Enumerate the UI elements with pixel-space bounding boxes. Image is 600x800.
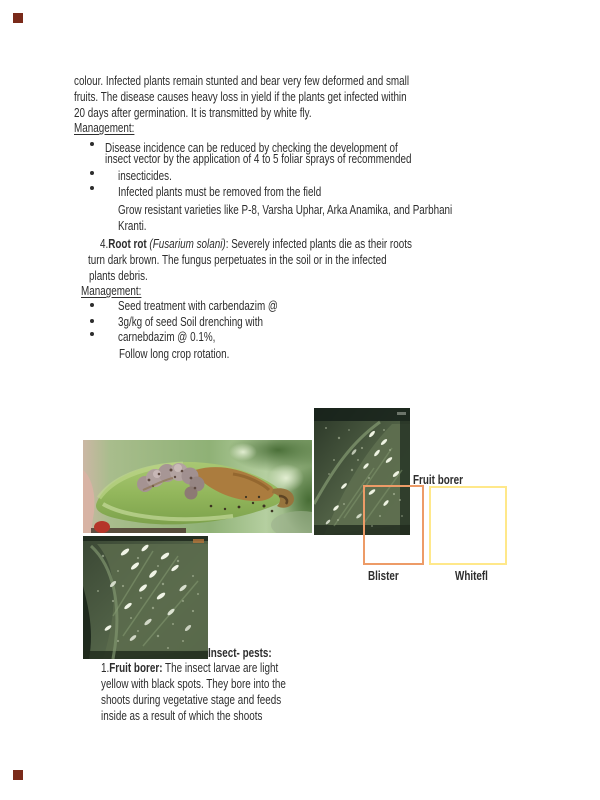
fruit-borer-para-line-3: shoots during vegetative stage and feeds [101,692,282,707]
fruit-borer-number: 1. [101,660,110,675]
management2-item-line: Seed treatment with carbendazim @ [118,298,278,313]
root-rot-latin-name: (Fusarium solani) [149,236,226,251]
fruit-borer-larva-photo [83,440,312,533]
management1-item-line: Disease incidence can be reduced by checking the development of [105,140,398,155]
management1-item-line: insect vector by the application of 4 to 5 foliar sprays of recommended [105,151,412,166]
management2-item-line: carnebdazim @ 0.1%, [118,329,216,344]
management1-item-line: insecticides. [118,168,172,183]
management1-item-line: Grow resistant varieties like P-8, Varsha Uphar, Arka Anamika, and Parbhani [118,202,453,217]
figure-label-blister: Blister [368,568,399,583]
intro-line-1: colour. Infected plants remain stunted and bear very few deformed and small [74,73,410,88]
intro-line-2: fruits. The disease causes heavy loss in yield if the plants get infected within [74,89,407,104]
corner-marker-top-left [13,13,23,23]
root-rot-number: 4. [100,236,109,251]
whitefly-annotation-box [429,486,507,565]
management1-item-line: Infected plants must be removed from the field [118,184,322,199]
management2-item-line: Follow long crop rotation. [119,346,230,361]
root-rot-line-1 [100,237,412,251]
management-heading-1: Management: [74,120,135,135]
management1-item-line: Kranti. [118,218,147,233]
insect-pests-heading: Insect- pests: [208,645,272,660]
figure-label-whitefly: Whitefl [455,568,488,583]
fruit-borer-name: Fruit borer: [109,660,163,675]
photo-watermark [193,539,204,543]
management-heading-2: Management: [81,283,142,298]
bullet-dot [90,186,94,190]
intro-line-3: 20 days after germination. It is transmitted by white fly. [74,105,312,120]
management2-item-line: 3g/kg of seed Soil drenching with [118,314,264,329]
root-rot-line-3: plants debris. [89,268,148,283]
bullet-dot [90,332,94,336]
fruit-borer-description: The insect larvae are light [162,660,279,675]
root-rot-name: Root rot [108,236,150,251]
bullet-dot [90,319,94,323]
whitefly-leaf-photo-bottom [83,536,208,659]
corner-marker-bottom-left [13,770,23,780]
fruit-borer-para-line-2: yellow with black spots. They bore into the [101,676,286,691]
figure-label-fruit-borer: Fruit borer [413,472,463,487]
fruit-borer-para-line-1 [101,661,278,675]
bullet-dot [90,303,94,307]
bullet-dot [90,171,94,175]
root-rot-description: : Severely infected plants die as their roots [225,236,412,251]
root-rot-line-2: turn dark brown. The fungus perpetuates in the soil or in the infected [88,252,387,267]
photo-watermark [397,412,406,415]
bullet-dot [90,142,94,146]
fruit-borer-para-line-4: inside as a result of which the shoots [101,708,263,723]
blister-annotation-box [363,485,424,565]
